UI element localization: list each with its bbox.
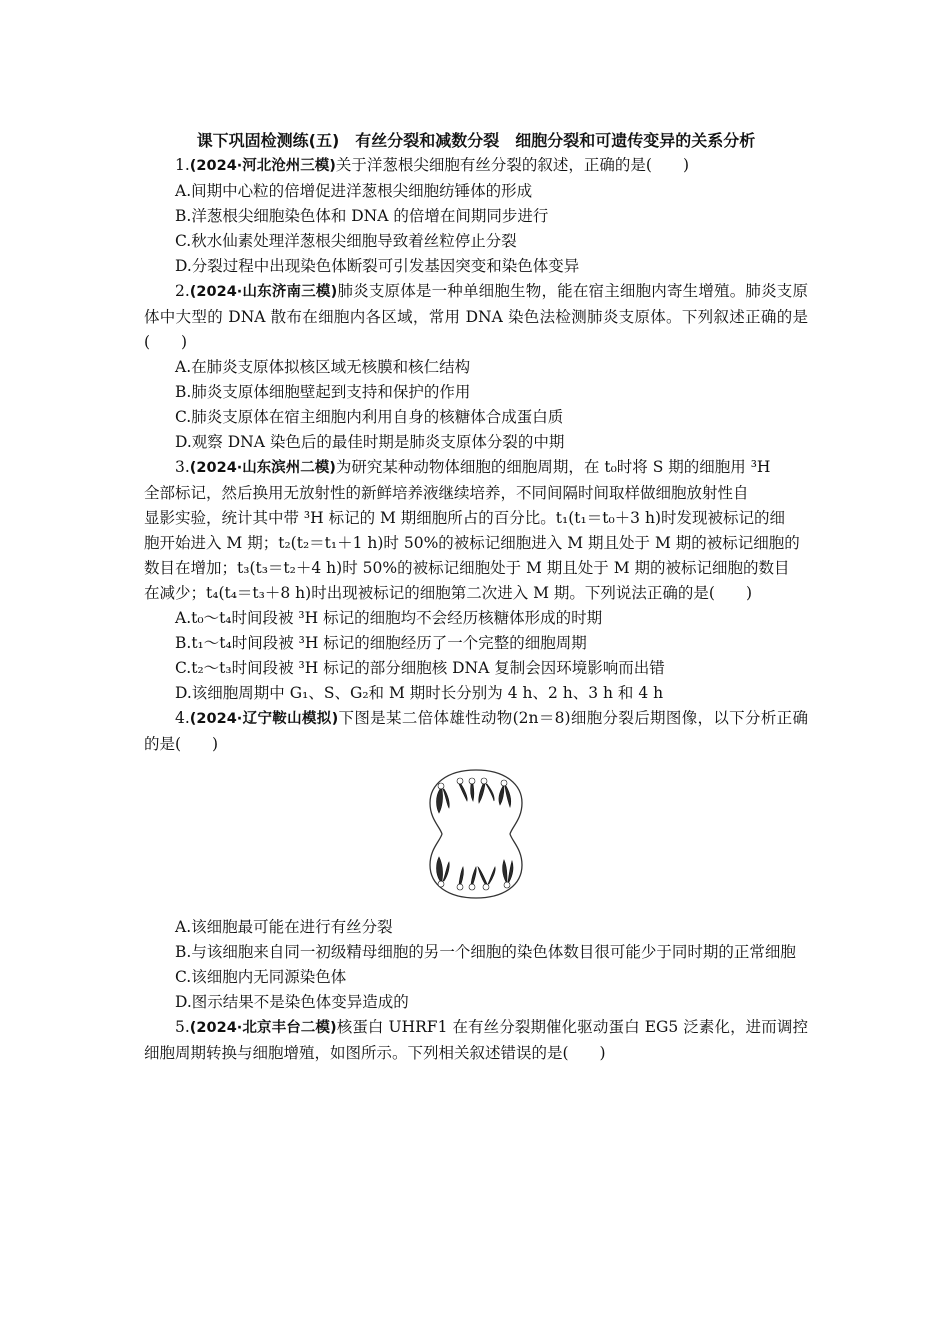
question-3-stem-line-6: 在减少；t₄(t₄＝t₃＋8 h)时出现被标记的细胞第二次进入 M 期。下列说法正确的是( ) (144, 584, 753, 602)
option-c: C.t₂～t₃时间段被 ³H 标记的部分细胞核 DNA 复制会因环境影响而出错 (175, 659, 665, 677)
option-a: A.间期中心粒的倍增促进洋葱根尖细胞纺锤体的形成 (175, 182, 533, 200)
question-number: 4. (175, 709, 190, 727)
question-3 (144, 455, 808, 706)
option-b: B.与该细胞来自同一初级精母细胞的另一个细胞的染色体数目很可能少于同时期的正常细胞 (175, 943, 796, 961)
question-source: (2024·辽宁鞍山模拟) (189, 711, 339, 727)
question-4-stem (144, 706, 808, 757)
question-number: 3. (175, 458, 190, 476)
option-b: B.t₁～t₄时间段被 ³H 标记的细胞经历了一个完整的细胞周期 (175, 634, 587, 652)
question-2-stem (144, 279, 808, 355)
option-c: C.肺炎支原体在宿主细胞内利用自身的核糖体合成蛋白质 (175, 408, 564, 426)
question-text: 肺炎支原体是一种单细胞生物，能在宿主细胞内寄生增殖。肺炎支原体中大型的 DNA 散布在细胞内各区域，常用 DNA 染色法检测肺炎支原体。下列叙述正确的是( ) (144, 282, 808, 351)
question-source: (2024·北京丰台二模) (189, 1020, 337, 1036)
page-title: 课下巩固检测练(五) 有丝分裂和减数分裂 细胞分裂和可遗传变异的关系分析 (196, 131, 756, 150)
question-source: (2024·山东滨州二模) (189, 460, 336, 476)
option-a: A.在肺炎支原体拟核区域无核膜和核仁结构 (175, 358, 471, 376)
option-b: B.肺炎支原体细胞壁起到支持和保护的作用 (175, 383, 471, 401)
question-1 (144, 153, 808, 279)
question-3-stem-line-3: 显影实验，统计其中带 ³H 标记的 M 期细胞所占的百分比。t₁(t₁＝t₀＋3 h)时发现被标记的细 (144, 509, 786, 527)
question-1-stem (144, 153, 808, 179)
question-text: 为研究某种动物体细胞的细胞周期，在 t₀时将 S 期的细胞用 ³H (335, 458, 771, 476)
option-c: C.秋水仙素处理洋葱根尖细胞导致着丝粒停止分裂 (175, 232, 517, 250)
question-number: 2. (175, 282, 190, 300)
option-d: D.分裂过程中出现染色体断裂可引发基因突变和染色体变异 (175, 257, 580, 275)
question-3-stem-line-1 (144, 455, 808, 481)
option-a: A.t₀～t₄时间段被 ³H 标记的细胞均不会经历核糖体形成的时期 (175, 609, 603, 627)
question-text: 核蛋白 UHRF1 在有丝分裂期催化驱动蛋白 EG5 泛素化，进而调控细胞周期转换与细胞增殖，如图所示。下列相关叙述错误的是( ) (144, 1018, 808, 1062)
question-number: 5. (175, 1018, 190, 1036)
question-text: 关于洋葱根尖细胞有丝分裂的叙述，正确的是( ) (335, 156, 690, 174)
option-d: D.该细胞周期中 G₁、S、G₂和 M 期时长分别为 4 h、2 h、3 h 和 4 h (175, 684, 664, 702)
question-5 (144, 1015, 808, 1066)
question-2 (144, 279, 808, 455)
option-b: B.洋葱根尖细胞染色体和 DNA 的倍增在间期同步进行 (175, 207, 549, 225)
question-4 (144, 706, 808, 1015)
dividing-cell-chromosomes-icon (424, 767, 528, 901)
option-d: D.观察 DNA 染色后的最佳时期是肺炎支原体分裂的中期 (175, 433, 565, 451)
question-3-stem-line-4: 胞开始进入 M 期；t₂(t₂＝t₁＋1 h)时 50%的被标记细胞进入 M 期且处于 M 期的被标记细胞的 (144, 534, 800, 552)
question-source: (2024·河北沧州三模) (189, 158, 336, 174)
question-number: 1. (175, 156, 190, 174)
question-5-stem (144, 1015, 808, 1066)
option-c: C.该细胞内无同源染色体 (175, 968, 347, 986)
option-a: A.该细胞最可能在进行有丝分裂 (175, 918, 393, 936)
question-text: 下图是某二倍体雄性动物(2n＝8)细胞分裂后期图像，以下分析正确的是( ) (144, 709, 808, 753)
option-d: D.图示结果不是染色体变异造成的 (175, 993, 409, 1011)
question-3-stem-line-5: 数目在增加；t₃(t₃＝t₂＋4 h)时 50%的被标记细胞处于 M 期且处于 M 期的被标记细胞的数目 (144, 559, 790, 577)
worksheet-page (144, 128, 808, 1066)
question-3-stem-line-2: 全部标记，然后换用无放射性的新鲜培养液继续培养，不同间隔时间取样做细胞放射性自 (144, 484, 749, 502)
question-source: (2024·山东济南三模) (189, 284, 338, 300)
